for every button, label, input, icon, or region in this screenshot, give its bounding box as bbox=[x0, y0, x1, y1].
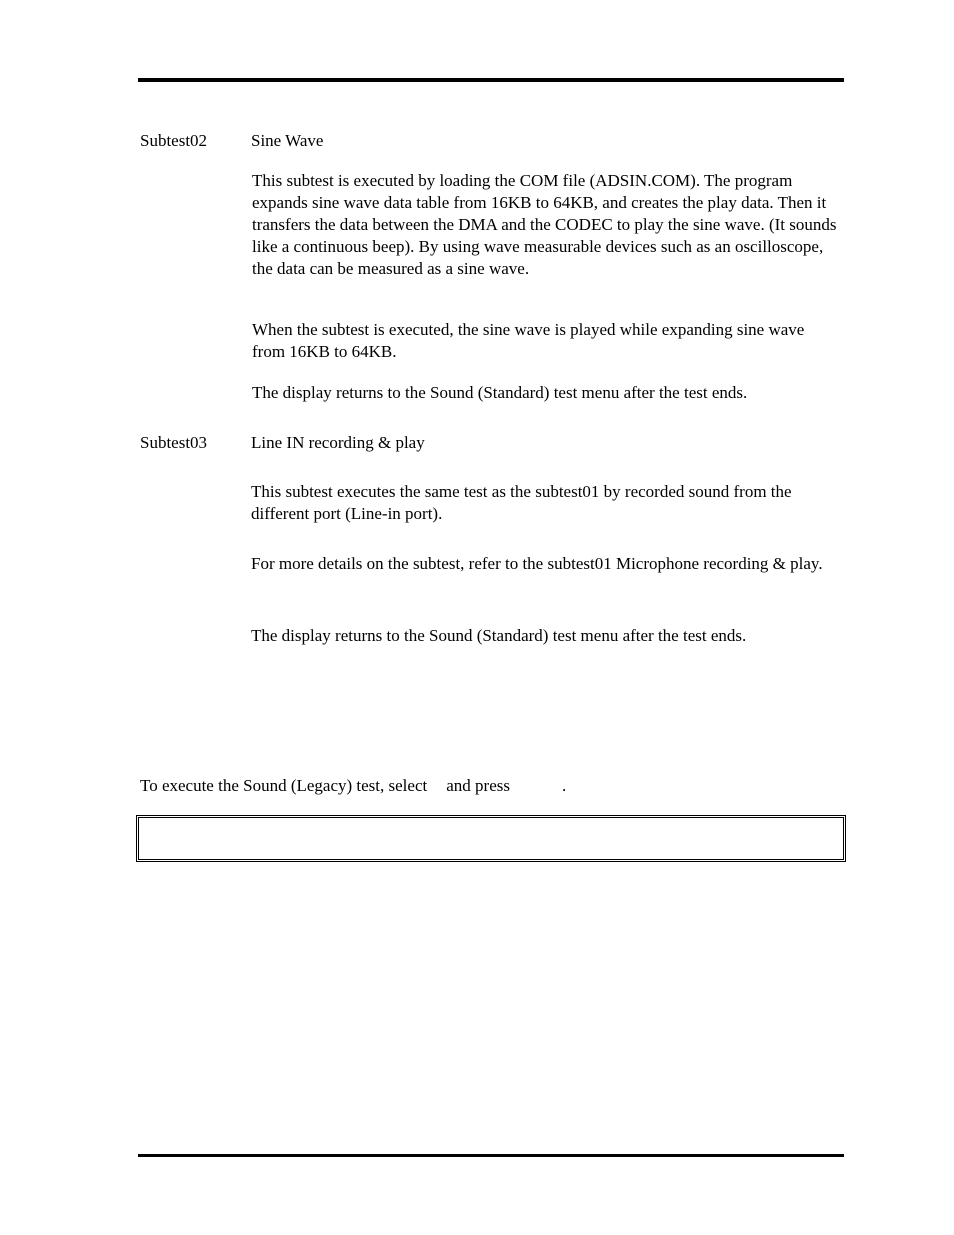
subtest03-return-note: The display returns to the Sound (Standard) test menu after the test ends. bbox=[251, 626, 747, 645]
subtest03-label: Subtest03 bbox=[140, 433, 208, 452]
legacy-instruction-part2: and press bbox=[446, 776, 510, 795]
top-rule bbox=[138, 78, 844, 82]
subtest03-title: Line IN recording & play bbox=[251, 433, 425, 452]
subtest03-details-note: For more details on the subtest, refer to the subtest01 Microphone recording & play. bbox=[251, 554, 823, 573]
bordered-box bbox=[136, 815, 846, 862]
legacy-instruction-part3: . bbox=[561, 776, 567, 795]
bottom-rule bbox=[138, 1154, 844, 1157]
subtest02-description: This subtest is executed by loading the COM file (ADSIN.COM). The program expands sine wave data table from 16KB to 64KB, and creates the play data. Then it transfers the data between the DMA and the CODEC to play the sine wave. (It sounds like a continuous beep). By using wave measurable devices such as an oscilloscope, the data can be measured as a sine wave. bbox=[252, 171, 837, 278]
subtest03-description: This subtest executes the same test as the subtest01 by recorded sound from the different port (Line-in port). bbox=[251, 482, 792, 523]
subtest02-label: Subtest02 bbox=[140, 131, 208, 150]
subtest02-title: Sine Wave bbox=[251, 131, 324, 150]
legacy-test-instruction bbox=[140, 775, 566, 797]
subtest02-execution-note: When the subtest is executed, the sine wave is played while expanding sine wave from 16KB to 64KB. bbox=[252, 320, 805, 361]
legacy-instruction-part1: To execute the Sound (Legacy) test, select bbox=[140, 776, 428, 795]
subtest02-return-note: The display returns to the Sound (Standard) test menu after the test ends. bbox=[252, 383, 748, 402]
